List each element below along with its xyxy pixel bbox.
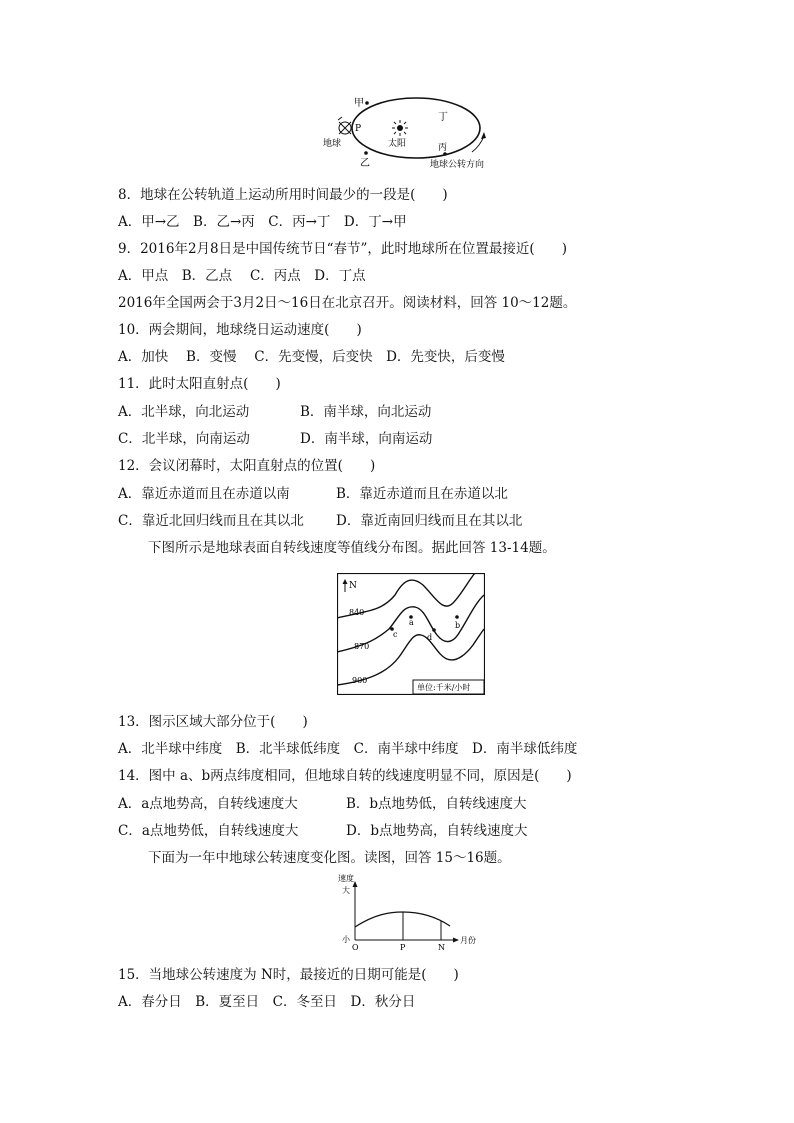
q11-option-d: D．南半球，向南运动 <box>300 431 433 447</box>
label-p: P <box>355 124 362 134</box>
unit-label: 单位:千米/小时 <box>417 683 471 692</box>
q13-options: A．北半球中纬度 B．北半球低纬度 C．南半球中纬度 D．南半球低纬度 <box>118 741 578 757</box>
q9-stem: 9．2016年2月8日是中国传统节日“春节”，此时地球所在位置最接近( ) <box>118 241 567 257</box>
speed-p: P <box>400 943 406 952</box>
label-direction: 地球公转方向 <box>430 160 485 170</box>
point-d: d <box>427 633 433 642</box>
q12-option-c: C．靠近北回归线而且在其以北 <box>118 513 304 529</box>
label-earth: 地球 <box>323 139 342 149</box>
q8-stem: 8．地球在公转轨道上运动所用时间最少的一段是( ) <box>118 187 448 203</box>
orbit-ellipse <box>352 98 480 158</box>
q12-option-d: D．靠近南回归线而且在其以北 <box>336 513 523 529</box>
q11-option-c: C．北半球，向南运动 <box>118 431 250 447</box>
north-label: N <box>349 581 357 591</box>
q15-stem: 15．当地球公转速度为 N时，最接近的日期可能是( ) <box>118 967 459 983</box>
q14-stem: 14．图中 a、b两点纬度相同，但地球自转的线速度明显不同，原因是( ) <box>118 768 572 784</box>
q14-option-b: B．b点地势低，自转线速度大 <box>346 796 527 812</box>
q10-options: A．加快 B．变慢 C．先变慢，后变快 D．先变快，后变慢 <box>118 349 505 365</box>
speed-small: 小 <box>342 935 350 944</box>
speed-xlabel: 月份 <box>460 936 476 945</box>
q10-stem: 10．两会期间，地球绕日运动速度( ) <box>118 322 362 338</box>
q9-options: A．甲点 B．乙点 C．丙点 D．丁点 <box>118 268 366 284</box>
isoline-figure <box>337 573 485 695</box>
speed-big: 大 <box>342 886 350 895</box>
q11-option-a: A．北半球，向北运动 <box>118 404 250 420</box>
label-yi: 乙 <box>360 158 370 169</box>
isoline-label-870: 870 <box>354 642 370 651</box>
north-arrow <box>343 579 348 592</box>
intro-10-12: 2016年全国两会于3月2日～16日在北京召开。阅读材料，回答 10～12题。 <box>118 295 577 311</box>
speed-figure <box>335 872 480 952</box>
q14-option-c: C．a点地势低，自转线速度大 <box>118 823 299 839</box>
sun-symbol <box>392 120 408 136</box>
speed-ylabel: 速度 <box>338 874 354 883</box>
speed-n: N <box>438 943 445 952</box>
q12-option-a: A．靠近赤道而且在赤道以南 <box>118 486 290 502</box>
orbit-figure <box>320 90 510 172</box>
intro-13-14: 下图所示是地球表面自转线速度等值线分布图。据此回答 13-14题。 <box>148 540 556 556</box>
q14-option-a: A．a点地势高，自转线速度大 <box>118 796 298 812</box>
point-b: b <box>455 621 461 630</box>
earth-symbol <box>338 117 351 134</box>
q11-option-b: B．南半球，向北运动 <box>300 404 432 420</box>
label-ding: 丁 <box>438 112 448 123</box>
point-a: a <box>409 618 414 627</box>
isoline-label-840: 840 <box>349 608 365 617</box>
q14-option-d: D．b点地势高，自转线速度大 <box>346 823 528 839</box>
isoline-label-900: 900 <box>352 676 368 685</box>
label-jia: 甲 <box>354 98 364 109</box>
q8-options: A．甲→乙 B．乙→丙 C．丙→丁 D．丁→甲 <box>118 214 407 230</box>
q15-options: A．春分日 B．夏至日 C．冬至日 D．秋分日 <box>118 994 416 1010</box>
label-bing: 丙 <box>438 143 448 153</box>
q12-stem: 12．会议闭幕时，太阳直射点的位置( ) <box>118 458 376 474</box>
q12-option-b: B．靠近赤道而且在赤道以北 <box>336 486 508 502</box>
speed-origin: O <box>352 943 359 952</box>
q11-stem: 11．此时太阳直射点( ) <box>118 376 281 392</box>
point-c: c <box>393 630 398 639</box>
intro-15-16: 下面为一年中地球公转速度变化图。读图，回答 15～16题。 <box>148 850 511 866</box>
q13-stem: 13．图示区域大部分位于( ) <box>118 714 308 730</box>
label-sun: 太阳 <box>388 139 407 149</box>
